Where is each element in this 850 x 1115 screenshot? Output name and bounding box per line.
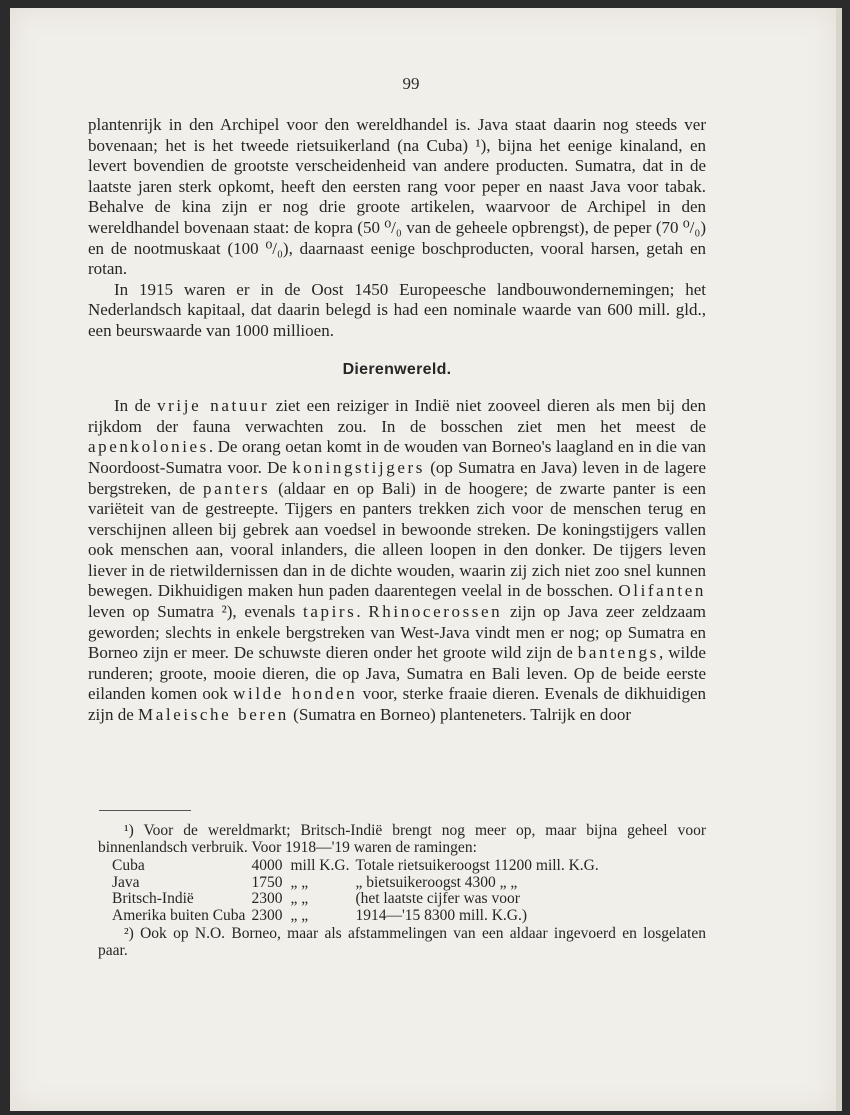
- table-cell: Amerika buiten Cuba: [112, 906, 246, 924]
- table-cell: „ „: [290, 890, 309, 907]
- text-run: In de: [114, 396, 158, 416]
- text-run: ziet een reiziger in Indië niet zooveel dieren als men bij den rijkdom der fauna verwachten zou. In de bosschen ziet men het meest de: [88, 396, 706, 436]
- spaced-term: vrije natuur: [157, 396, 270, 416]
- footnote-2: ²) Ook op N.O. Borneo, maar als afstammelingen van een aldaar ingevoerd en losgelaten paar.: [98, 925, 706, 959]
- spaced-term: koningstijgers: [292, 457, 425, 477]
- text-run: (op Sumatra en Java) leven in de lagere bergstreken, de: [88, 457, 706, 498]
- spaced-term: wilde honden: [233, 684, 358, 704]
- table-cell: 2300: [251, 906, 283, 924]
- spaced-term: apenkolonies: [88, 437, 209, 457]
- text-run: (Sumatra en Borneo) planteneters. Talrijk en door: [288, 705, 632, 725]
- table-cell: Britsch-Indië: [112, 890, 194, 907]
- text-run: , wilde runderen; groote, mooie dieren, die op Java, Sumatra en Bali leven. Op de beide eerste eilanden komen ook: [88, 643, 706, 704]
- page-edge: [836, 8, 842, 1111]
- spaced-term: bantengs: [577, 643, 659, 663]
- book-page: [10, 8, 836, 1111]
- paragraph-archipel-trade: plantenrijk in den Archipel voor den wereldhandel is. Java staat daarin nog steeds ver bovenaan; het is het tweede rietsuikerland (na Cuba) ¹), bijna het eenige kinaland, en levert bovendien de grootste verscheidenheid van andere producten. Sumatra, dat in de laatste jaren sterk opkomt, heeft den eersten rang voor peper en naast Java voor tabak. Behalve de kina zijn er nog drie groote artikelen, waarvoor de Archipel in den wereldhandel bovenaan staat: de kopra (50 ⁰/₀ van de geheele opbrengst), de peper (70 ⁰/₀) en de nootmuskaat (100 ⁰/₀), daarnaast eenige boschproducten, vooral harsen, getah en rotan.: [88, 115, 706, 279]
- footnotes: [98, 823, 706, 959]
- spaced-term: tapirs: [303, 602, 357, 622]
- table-cell: mill K.G.: [290, 857, 350, 874]
- spaced-term: panters: [202, 478, 271, 498]
- table-cell: Java: [112, 873, 140, 891]
- table-cell: 1914—'15 8300 mill. K.G.): [355, 906, 528, 924]
- spaced-term: Olifanten: [618, 581, 706, 601]
- table-row: [112, 858, 605, 875]
- table-cell: (het laatste cijfer was voor: [355, 890, 520, 907]
- text-run: voor, sterke fraaie dieren. Evenals de dikhuidigen zijn de: [88, 684, 706, 725]
- text-run: leven op Sumatra ²), evenals: [88, 602, 304, 622]
- table-cell: „ bietsuikeroogst 4300 „ „: [355, 873, 518, 891]
- table-row: [112, 908, 605, 925]
- table-cell: 1750: [251, 873, 283, 891]
- spaced-term: Rhinocerossen: [368, 602, 503, 622]
- table-cell: Cuba: [112, 857, 145, 874]
- text-run: .: [356, 602, 369, 622]
- spaced-term: Maleische beren: [138, 705, 289, 725]
- table-cell: Totale rietsuikeroogst 11200 mill. K.G.: [355, 857, 599, 874]
- page-number: 99: [402, 74, 420, 93]
- text-run: (aldaar en op Bali) in de hoogere; de zwarte panter is een variëteit van de gestreepte. Tijgers en panters trekken zich voor de menschen terug en verschijnen alleen bij gebrek aan voedsel in bewoonde streken. De koningstijgers vallen ook menschen aan, vooral inlanders, die alleen loopen in den donker. De tijgers leven liever in de rietwildernissen dan in de dichte wouden, waarin zij zich niet zoo snel kunnen bewegen. Dikhuidigen maken hun paden daarentegen veelal in de bosschen.: [88, 478, 706, 601]
- text-run: zijn op Java zeer zeldzaam geworden; slechts in enkele bergstreken van West-Java vindt men er nog; op Sumatra en Borneo zijn er meer. De schuwste dieren onder het groote wild zijn de: [88, 602, 706, 663]
- footnote-1: ¹) Voor de wereldmarkt; Britsch-Indië brengt nog meer op, maar bijna geheel voor binnenlandsch verbruik. Voor 1918—'19 waren de ramingen:: [98, 822, 706, 856]
- main-text: [88, 115, 706, 726]
- sugar-estimates-table: [112, 858, 605, 924]
- text-run: . De orang oetan komt in de wouden van Borneo's laagland en in die van Noordoost-Sumatra voor. De: [88, 437, 706, 477]
- paragraph-plantations: In 1915 waren er in de Oost 1450 Europeesche landbouwondernemingen; het Nederlandsch kapitaal, dat daarin belegd is had een nominale waarde van 600 mill. gld., een beurswaarde van 1000 millioen.: [88, 279, 706, 340]
- table-cell: „ „: [290, 873, 309, 891]
- table-cell: 4000: [251, 857, 283, 874]
- footnote-divider: [99, 810, 191, 811]
- paragraph-fauna: [88, 396, 706, 726]
- table-row: [112, 875, 605, 892]
- table-cell: 2300: [251, 890, 283, 907]
- section-heading: Dierenwereld.: [342, 360, 452, 378]
- table-cell: „ „: [290, 906, 309, 924]
- table-row: [112, 891, 605, 908]
